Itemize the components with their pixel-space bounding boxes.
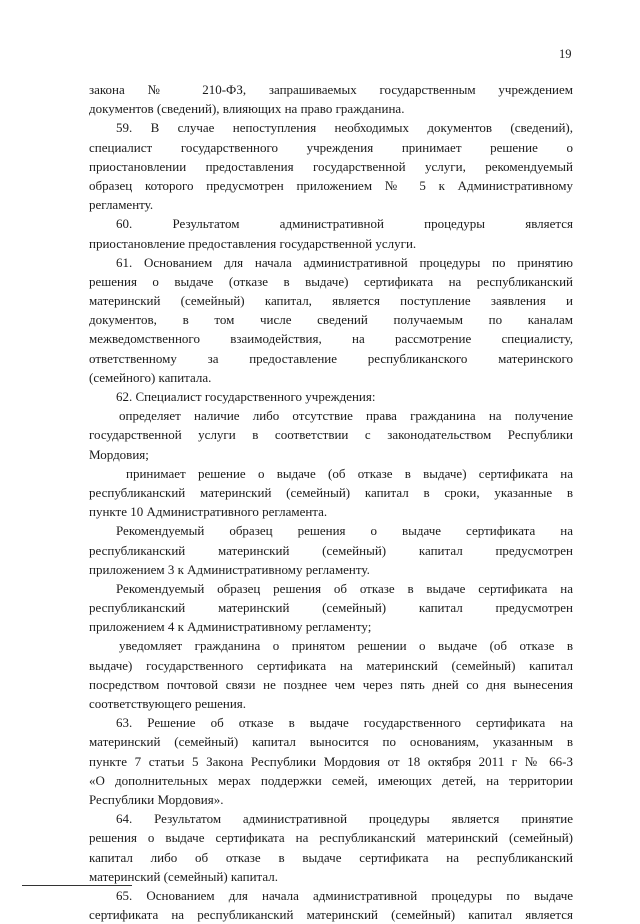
text-line: межведомственного взаимодействия, на рассмотрение специалисту, bbox=[89, 331, 573, 347]
text-line: выдаче) государственного сертификата на материнский (семейный) капитал bbox=[89, 657, 573, 673]
paragraph bbox=[89, 118, 573, 214]
paragraph bbox=[89, 214, 573, 252]
text-line: 65. Основанием для начала административной процедуры по выдаче bbox=[116, 887, 573, 903]
text-line: принимает решение о выдаче (об отказе в выдаче) сертификата на bbox=[126, 465, 573, 481]
text-line: решения о выдаче сертификата на республиканский материнский (семейный) bbox=[89, 830, 573, 846]
paragraph bbox=[89, 253, 573, 387]
text-line: материнский (семейный) капитал, является поступление заявления и bbox=[89, 293, 573, 309]
text-line: 62. Специалист государственного учреждения: bbox=[116, 389, 376, 404]
text-line: материнский (семейный) капитал. bbox=[89, 868, 278, 884]
text-line: регламенту. bbox=[89, 197, 154, 213]
text-line: капитал либо об отказе в выдаче сертификата на республиканский bbox=[89, 849, 573, 865]
text-line: ответственному за предоставление республиканского материнского bbox=[89, 350, 573, 366]
text-line: определяет наличие либо отсутствие права гражданина на получение bbox=[119, 408, 573, 424]
paragraph bbox=[89, 521, 573, 579]
text-line: специалист государственного учреждения принимает решение о bbox=[89, 139, 573, 155]
text-line: закона № 210-ФЗ, запрашиваемых государственным учреждением bbox=[89, 82, 573, 97]
text-line: Мордовия; bbox=[89, 446, 149, 462]
text-line: соответствующего решения. bbox=[89, 696, 247, 711]
text-line: Республики Мордовия». bbox=[89, 791, 224, 807]
text-line: посредством почтовой связи не позднее чем через пять дней со дня вынесения bbox=[89, 676, 573, 692]
text-line: 63. Решение об отказе в выдаче государственного сертификата на bbox=[116, 715, 573, 731]
text-line: 61. Основанием для начала административной процедуры по принятию bbox=[116, 254, 573, 270]
paragraph bbox=[89, 809, 573, 886]
text-line: приложением 3 к Административному регламенту. bbox=[89, 561, 370, 577]
page-number: 19 bbox=[559, 47, 572, 61]
paragraph bbox=[89, 579, 573, 637]
text-line: государственной услуги в соответствии с законодательством Республики bbox=[89, 427, 573, 443]
paragraph bbox=[89, 406, 573, 464]
document-body bbox=[89, 80, 573, 924]
text-line: образец которого предусмотрен приложением № 5 к Административному bbox=[89, 177, 573, 193]
text-line: приостановление предоставления государственной услуги. bbox=[89, 235, 417, 251]
text-line: документов (сведений), влияющих на право гражданина. bbox=[89, 101, 405, 117]
text-line: приостановлении предоставления государственной услуги, рекомендуемый bbox=[89, 158, 573, 174]
text-line: сертификата на республиканский материнский (семейный) капитал является bbox=[89, 907, 573, 923]
text-line: решения о выдаче (отказе в выдаче) сертификата на республиканский bbox=[89, 273, 573, 289]
text-line: пункте 7 статьи 5 Закона Республики Мордовия от 18 октября 2011 г № 66-З bbox=[89, 753, 573, 769]
paragraph bbox=[89, 80, 573, 118]
footnote-separator bbox=[22, 885, 132, 886]
text-line: Рекомендуемый образец решения о выдаче сертификата на bbox=[116, 523, 573, 539]
text-line: материнский (семейный) капитал выносится по основаниям, указанным в bbox=[89, 734, 573, 750]
paragraph bbox=[89, 464, 573, 522]
text-line: пункте 10 Административного регламента. bbox=[89, 504, 328, 520]
text-line: приложением 4 к Административному регламенту; bbox=[89, 619, 372, 635]
text-line: республиканский материнский (семейный) капитал предусмотрен bbox=[89, 542, 573, 558]
text-line: 64. Результатом административной процедуры является принятие bbox=[116, 811, 573, 827]
text-line: уведомляет гражданина о принятом решении о выдаче (об отказе в bbox=[119, 638, 573, 654]
text-line: Рекомендуемый образец решения об отказе в выдаче сертификата на bbox=[116, 580, 573, 596]
paragraph bbox=[89, 636, 573, 713]
text-line: 60. Результатом административной процедуры является bbox=[116, 216, 573, 232]
text-line: «О дополнительных мерах поддержки семей, имеющих детей, на территории bbox=[89, 772, 573, 788]
text-line: (семейного) капитала. bbox=[89, 369, 212, 385]
text-line: республиканский материнский (семейный) капитал предусмотрен bbox=[89, 600, 573, 616]
paragraph bbox=[89, 387, 573, 406]
text-line: документов, в том числе сведений получаемым по каналам bbox=[89, 312, 573, 328]
text-line: 59. В случае непоступления необходимых документов (сведений), bbox=[116, 120, 573, 136]
text-line: республиканский материнский (семейный) капитал в сроки, указанные в bbox=[89, 484, 573, 500]
paragraph bbox=[89, 713, 573, 809]
